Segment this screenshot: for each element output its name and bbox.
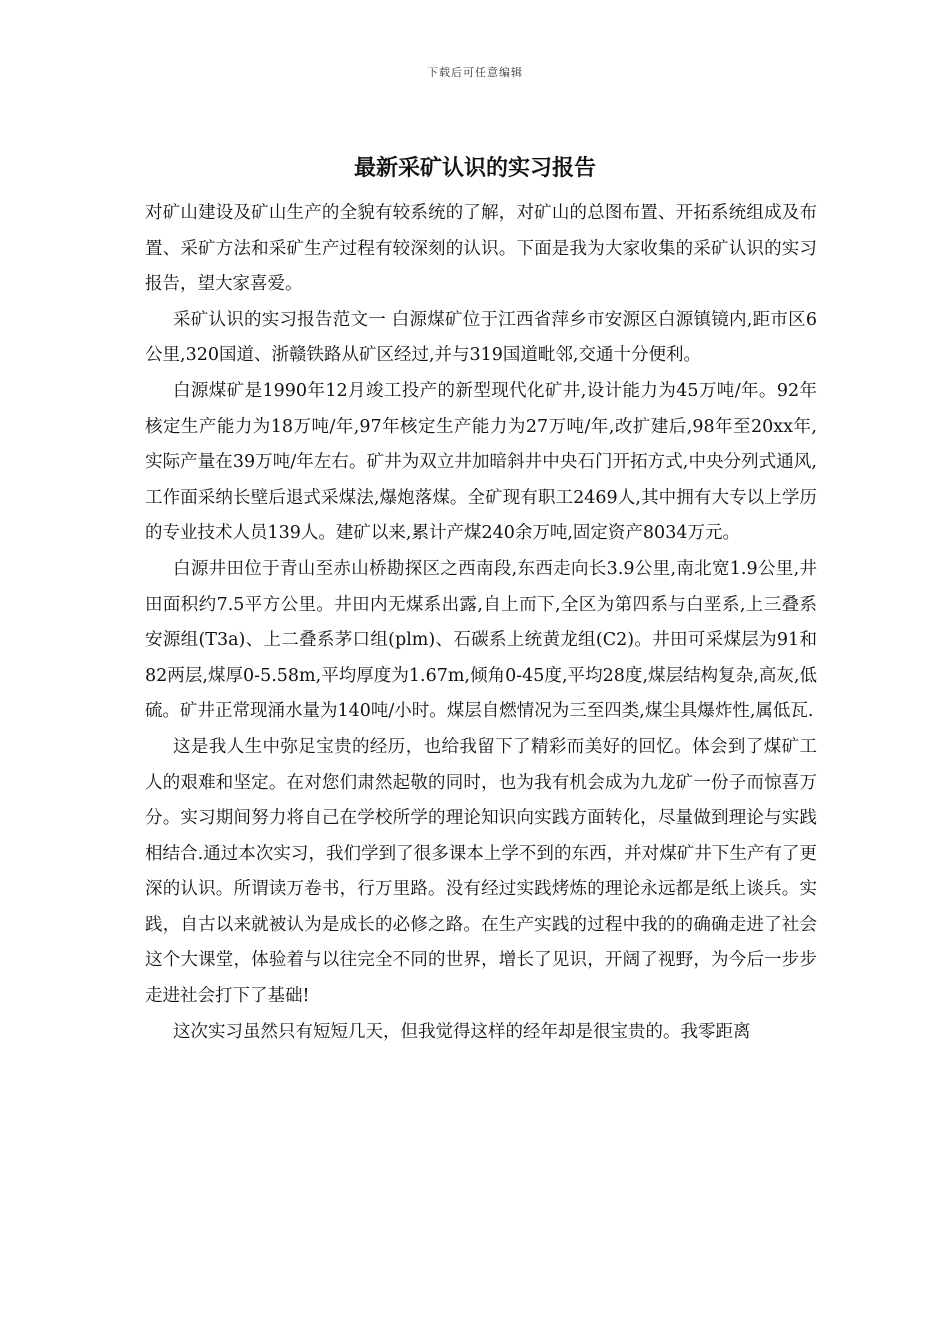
document-body bbox=[145, 196, 817, 1050]
paragraph-geology: 白源井田位于青山至赤山桥勘探区之西南段,东西走向长3.9公里,南北宽1.9公里,井田面积约7.5平方公里。井田内无煤系出露,自上而下,全区为第四系与白垩系,上三叠系安源组(T3a)、上二叠系茅口组(plm)、石碳系上统黄龙组(C2)。井田可采煤层为91和82两层,煤厚0-5.58m,平均厚度为1.67m,倾角0-45度,平均28度,煤层结构复杂,高灰,低硫。矿井正常现涌水量为140吨/小时。煤层自燃情况为三至四类,煤尘具爆炸性,属低瓦. bbox=[145, 558, 817, 722]
paragraph-mine-overview: 白源煤矿是1990年12月竣工投产的新型现代化矿井,设计能力为45万吨/年。92年核定生产能力为18万吨/年,97年核定生产能力为27万吨/年,改扩建后,98年至20xx年,实际产量在39万吨/年左右。矿井为双立井加暗斜井中央石门开拓方式,中央分列式通风,工作面采纳长壁后退式采煤法,爆炮落煤。全矿现有职工2469人,其中拥有大专以上学历的专业技术人员139人。建矿以来,累计产煤240余万吨,固定资产8034万元。 bbox=[145, 380, 817, 544]
page-header-note: 下载后可任意编辑 bbox=[427, 66, 523, 79]
paragraph-closing: 这次实习虽然只有短短几天，但我觉得这样的经年却是很宝贵的。我零距离 bbox=[173, 1021, 751, 1042]
paragraph-intro: 对矿山建设及矿山生产的全貌有较系统的了解，对矿山的总图布置、开拓系统组成及布置、采矿方法和采矿生产过程有较深刻的认识。下面是我为大家收集的采矿认识的实习报告，望大家喜爱。 bbox=[145, 203, 817, 295]
document-title: 最新采矿认识的实习报告 bbox=[353, 155, 596, 181]
paragraph-reflection: 这是我人生中弥足宝贵的经历，也给我留下了精彩而美好的回忆。体会到了煤矿工人的艰难和坚定。在对您们肃然起敬的同时，也为我有机会成为九龙矿一份子而惊喜万分。实习期间努力将自己在学校所学的理论知识向实践方面转化，尽量做到理论与实践相结合.通过本次实习，我们学到了很多课本上学不到的东西，并对煤矿井下生产有了更深的认识。所谓读万卷书，行万里路。没有经过实践烤炼的理论永远都是纸上谈兵。实践，自古以来就被认为是成长的必修之路。在生产实践的过程中我的的确确走进了社会这个大课堂，体验着与以往完全不同的世界，增长了见识，开阔了视野，为今后一步步走进社会打下了基础! bbox=[145, 736, 817, 1007]
paragraph-location: 采矿认识的实习报告范文一 白源煤矿位于江西省萍乡市安源区白源镇镜内,距市区6公里,320国道、浙赣铁路从矿区经过,并与319国道毗邻,交通十分便利。 bbox=[145, 309, 817, 366]
